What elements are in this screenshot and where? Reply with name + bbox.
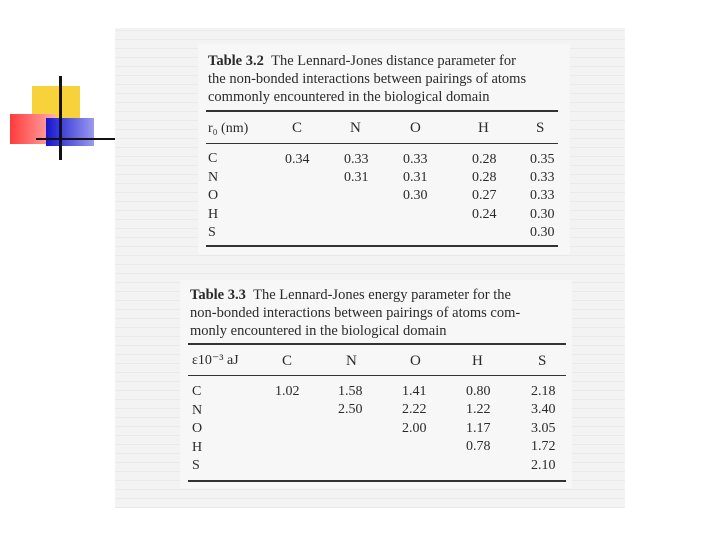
table-3-3-bottom-rule: [188, 480, 566, 482]
caption-line: The Lennard-Jones energy parameter for the: [253, 287, 511, 303]
row-label: S: [192, 458, 200, 473]
table-cell: 2.00: [402, 421, 427, 436]
row-label: C: [208, 151, 218, 166]
table-cell: 0.35: [530, 152, 555, 167]
table-cell: 2.18: [531, 384, 556, 399]
table-3-2-col-S: S: [536, 120, 545, 136]
table-cell: 0.33: [530, 170, 555, 185]
table-3-3-label: Table 3.3: [190, 287, 246, 303]
decor-vertical-line: [59, 76, 62, 160]
table-3-3-caption: [190, 286, 570, 340]
table-3-2-col-N: N: [350, 120, 361, 136]
row-label: H: [192, 439, 203, 455]
table-cell: 0.31: [403, 170, 428, 185]
table-cell: 1.41: [402, 384, 427, 399]
table-cell: 0.30: [403, 188, 428, 203]
row-label: S: [208, 225, 216, 240]
table-cell: 1.58: [338, 384, 363, 399]
table-cell: 1.17: [466, 421, 491, 436]
table-3-2-row-labels: [208, 150, 218, 243]
table-3-2-caption: [208, 52, 568, 106]
table-cell: 1.22: [466, 402, 491, 417]
table-cell: 0.27: [472, 188, 497, 203]
caption-line: the non-bonded interactions between pairings of atoms: [208, 71, 527, 87]
table-3-2-top-rule: [206, 110, 558, 112]
table-cell: 0.24: [472, 207, 497, 222]
decor-horizontal-line: [36, 138, 116, 140]
row-label: O: [208, 188, 219, 203]
table-3-2-mid-rule: [206, 143, 558, 144]
row-label: C: [192, 384, 202, 399]
caption-line: non-bonded interactions between pairings of atoms com-: [190, 305, 521, 321]
table-cell: 0.34: [285, 152, 310, 167]
table-cell: 0.33: [344, 152, 369, 167]
table-cell: 2.50: [338, 402, 363, 417]
table-cell: 0.33: [403, 152, 428, 167]
table-3-2-label: Table 3.2: [208, 53, 264, 69]
table-3-3-col-N: N: [346, 353, 357, 369]
table-cell: 0.28: [472, 152, 497, 167]
table-cell: 1.72: [531, 439, 556, 454]
table-3-3-col-S: S: [538, 353, 547, 369]
row-label: N: [208, 169, 219, 185]
table-cell: 0.30: [530, 225, 555, 240]
table-cell: 0.30: [530, 207, 555, 222]
table-3-3-corner: ε10⁻³ aJ: [192, 353, 239, 368]
caption-line: commonly encountered in the biological domain: [208, 89, 490, 105]
table-cell: 0.80: [466, 384, 491, 399]
row-label: O: [192, 421, 203, 436]
table-3-2-bottom-rule: [206, 245, 558, 247]
table-3-3-mid-rule: [188, 375, 566, 376]
table-cell: 1.02: [275, 384, 300, 399]
table-cell: 0.78: [466, 439, 491, 454]
decor-blue-bar: [46, 118, 94, 146]
row-label: N: [192, 402, 203, 418]
table-3-3-col-C: C: [282, 353, 293, 369]
table-cell: 0.31: [344, 170, 369, 185]
table-3-2-col-O: O: [410, 120, 421, 136]
row-label: H: [208, 206, 219, 222]
table-cell: 0.28: [472, 170, 497, 185]
table-3-2-corner: r₀ (nm): [208, 121, 249, 136]
table-3-3-col-O: O: [410, 353, 421, 369]
table-cell: 3.05: [531, 421, 556, 436]
table-cell: 3.40: [531, 402, 556, 417]
table-cell: 2.22: [402, 402, 427, 417]
table-3-2-col-C: C: [292, 120, 303, 136]
caption-line: monly encountered in the biological domain: [190, 323, 447, 339]
caption-line: The Lennard-Jones distance parameter for: [271, 53, 516, 69]
table-3-3-col-H: H: [472, 353, 483, 369]
table-3-2-col-H: H: [478, 120, 489, 136]
table-3-3-top-rule: [188, 343, 566, 345]
table-cell: 2.10: [531, 458, 556, 473]
table-3-3-row-labels: [192, 383, 202, 476]
table-cell: 0.33: [530, 188, 555, 203]
